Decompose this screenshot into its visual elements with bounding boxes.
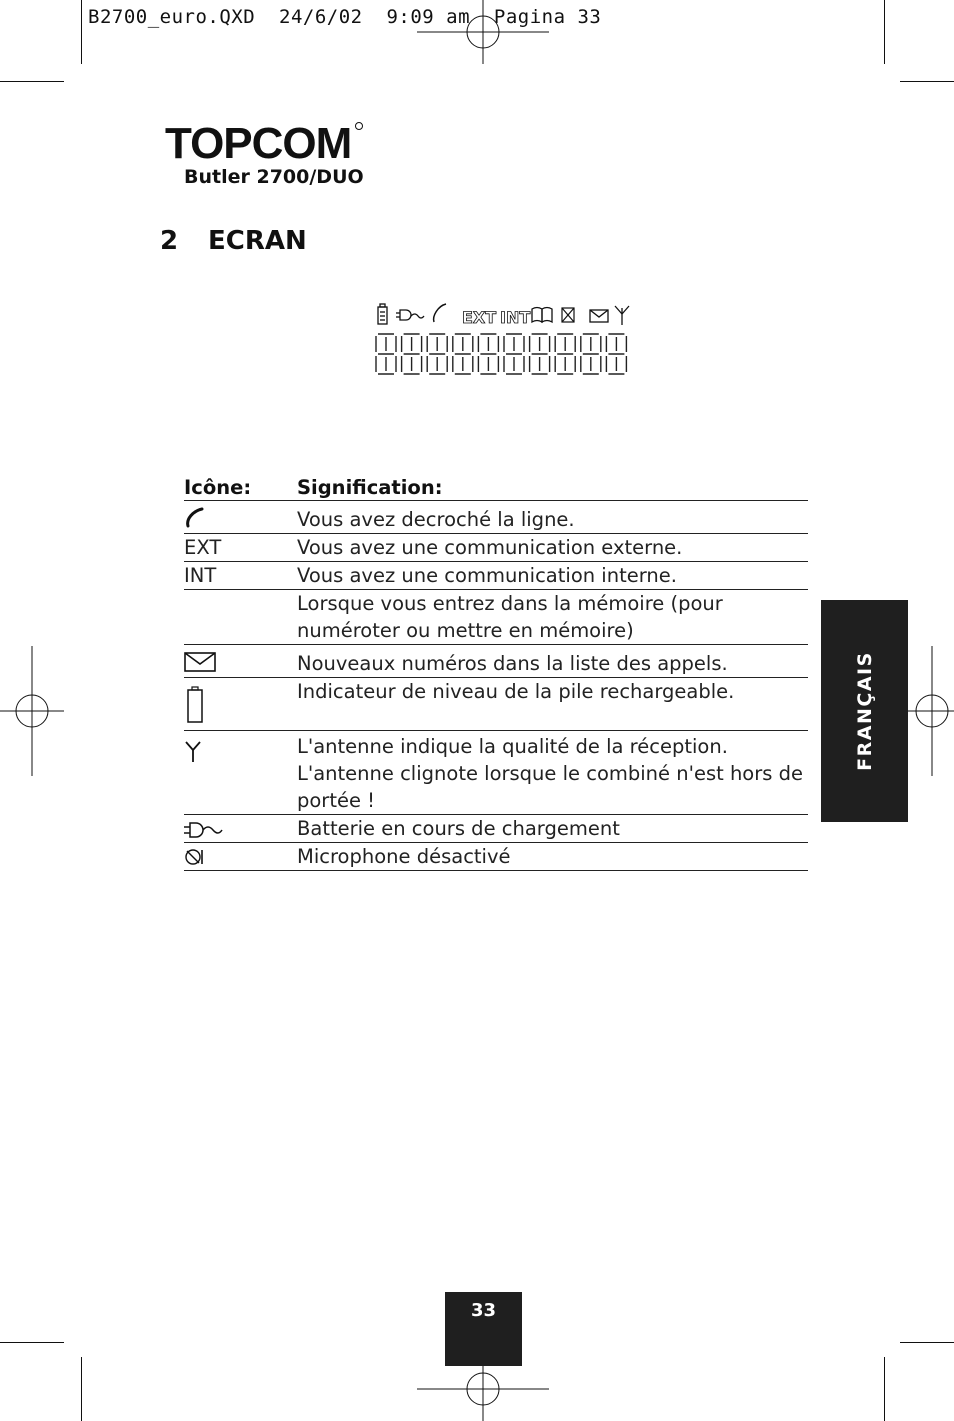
lcd-handset-icon bbox=[434, 304, 446, 322]
svg-text:TOPCOM: TOPCOM bbox=[165, 119, 352, 164]
handset-icon bbox=[184, 507, 210, 529]
mute-icon bbox=[184, 847, 206, 867]
table-cell-icon-label: EXT bbox=[184, 534, 297, 562]
table-cell-meaning: Nouveaux numéros dans la liste des appels. bbox=[297, 645, 808, 678]
registration-mark-bottom-icon bbox=[417, 1357, 549, 1421]
lcd-envelope-icon bbox=[590, 310, 608, 322]
column-header-meaning: Signification: bbox=[297, 472, 808, 501]
lcd-digit bbox=[504, 334, 524, 374]
lcd-digit bbox=[402, 334, 422, 374]
table-cell-meaning: Vous avez decroché la ligne. bbox=[297, 501, 808, 534]
lcd-digit bbox=[376, 334, 396, 374]
table-row bbox=[184, 562, 808, 590]
section-heading: ECRAN bbox=[208, 226, 307, 256]
icon-legend-table bbox=[184, 472, 808, 871]
lcd-int-indicator: INT bbox=[500, 308, 531, 327]
battery-icon bbox=[184, 686, 208, 724]
table-cell-meaning: Microphone désactivé bbox=[297, 843, 808, 871]
table-header-row bbox=[184, 472, 808, 501]
table-cell-meaning: Vous avez une communication interne. bbox=[297, 562, 808, 590]
table-row bbox=[184, 678, 808, 731]
section-number: 2 bbox=[160, 226, 179, 256]
table-row bbox=[184, 815, 808, 843]
charging-plug-icon bbox=[184, 821, 224, 839]
lcd-battery-icon bbox=[378, 304, 387, 324]
lcd-digit-row bbox=[376, 334, 626, 374]
table-cell-meaning: Indicateur de niveau de la pile rechargeable. bbox=[297, 678, 808, 731]
lcd-digit bbox=[478, 334, 498, 374]
table-cell-icon-label: INT bbox=[184, 562, 297, 590]
lcd-charging-plug-icon bbox=[396, 310, 424, 320]
lcd-digit bbox=[530, 334, 550, 374]
registration-mark-top-icon bbox=[417, 0, 549, 64]
table-row bbox=[184, 501, 808, 534]
lcd-digit bbox=[427, 334, 447, 374]
envelope-icon bbox=[184, 651, 218, 673]
language-tab bbox=[821, 600, 908, 822]
lcd-display bbox=[372, 300, 634, 382]
registration-mark-left-icon bbox=[0, 646, 64, 776]
antenna-icon bbox=[184, 741, 204, 763]
lcd-antenna-icon bbox=[615, 306, 629, 325]
language-tab-label: FRANÇAIS bbox=[853, 651, 876, 771]
lcd-ext-indicator: EXT bbox=[462, 308, 497, 327]
registration-mark-right-icon bbox=[900, 646, 954, 776]
table-row bbox=[184, 731, 808, 815]
page-number: 33 bbox=[445, 1292, 522, 1366]
lcd-digit bbox=[581, 334, 601, 374]
product-name: Butler 2700/DUO bbox=[184, 166, 364, 188]
table-row bbox=[184, 534, 808, 562]
table-cell-meaning: Vous avez une communication externe. bbox=[297, 534, 808, 562]
table-row bbox=[184, 843, 808, 871]
column-header-icon: Icône: bbox=[184, 472, 297, 501]
table-cell-meaning: Batterie en cours de chargement bbox=[297, 815, 808, 843]
section-title bbox=[160, 226, 307, 256]
table-cell-meaning: Lorsque vous entrez dans la mémoire (pour numéroter ou mettre en mémoire) bbox=[297, 590, 808, 645]
lcd-digit bbox=[606, 334, 626, 374]
table-cell-meaning: L'antenne indique la qualité de la réception. L'antenne clignote lorsque le combiné n'est hors de portée ! bbox=[297, 731, 808, 815]
lcd-mute-icon bbox=[562, 308, 574, 322]
topcom-logo bbox=[165, 116, 365, 164]
lcd-phonebook-icon bbox=[532, 308, 552, 323]
table-row bbox=[184, 645, 808, 678]
table-row bbox=[184, 590, 808, 645]
lcd-digit bbox=[555, 334, 575, 374]
lcd-digit bbox=[453, 334, 473, 374]
print-header: B2700_euro.QXD 24/6/02 9:09 am Pagina 33 bbox=[88, 6, 602, 28]
